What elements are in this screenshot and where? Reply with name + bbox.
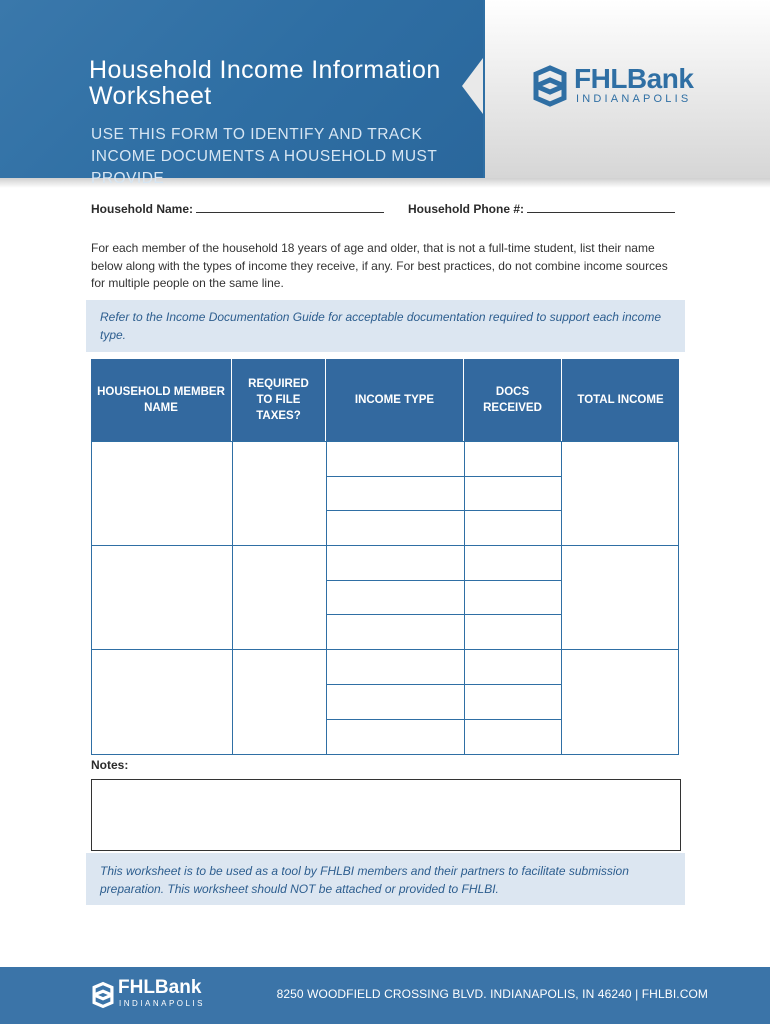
documentation-callout-text: Refer to the Income Documentation Guide for acceptable documentation required to support each income type. [100, 310, 661, 342]
household-name-label: Household Name: [91, 202, 194, 216]
fhlbank-logo [528, 62, 698, 110]
col-household-member: HOUSEHOLD MEMBER NAME [91, 359, 232, 441]
logo-name: FHLBank [574, 63, 694, 94]
docs-received-cell[interactable] [464, 614, 562, 650]
instructions-text: For each member of the household 18 years of age and older, that is not a full-time student, list their name below along with the types of income they receive, if any. For best practices, do not combine income sources for multiple people on the same line. [91, 241, 668, 290]
file-taxes-cell[interactable] [232, 649, 327, 755]
footer-logo-icon [90, 981, 116, 1009]
total-income-cell[interactable] [561, 545, 679, 650]
income-type-cell[interactable] [326, 510, 465, 546]
household-phone-input-line[interactable] [527, 201, 675, 213]
total-income-cell[interactable] [561, 649, 679, 755]
footer [0, 967, 770, 1024]
docs-received-cell[interactable] [464, 545, 562, 581]
disclaimer-callout-text: This worksheet is to be used as a tool by FHLBI members and their partners to facilitate submission preparation. This worksheet should NOT be attached or provided to FHLBI. [100, 864, 629, 896]
col-docs-received: DOCS RECEIVED [464, 359, 562, 441]
income-type-cell[interactable] [326, 441, 465, 477]
household-phone-label: Household Phone #: [408, 202, 525, 216]
page-title: Household Income Information Worksheet [89, 56, 441, 110]
docs-received-cell[interactable] [464, 510, 562, 546]
col-total-income: TOTAL INCOME [577, 394, 664, 406]
page-subtitle: USE THIS FORM TO IDENTIFY AND TRACK INCOME DOCUMENTS A HOUSEHOLD MUST PROVIDE [91, 126, 438, 187]
household-name-input-line[interactable] [196, 201, 384, 213]
notes-textarea[interactable] [91, 779, 681, 851]
income-type-cell[interactable] [326, 614, 465, 650]
footer-address: 8250 WOODFIELD CROSSING BLVD. INDIANAPOLIS, IN 46240 | FHLBI.COM [276, 987, 708, 1001]
income-type-cell[interactable] [326, 476, 465, 511]
docs-received-cell[interactable] [464, 580, 562, 615]
logo-subtext: INDIANAPOLIS [576, 93, 692, 105]
col-income-type: INCOME TYPE [326, 359, 464, 441]
docs-received-cell[interactable] [464, 476, 562, 511]
documentation-callout [86, 300, 685, 352]
income-type-cell[interactable] [326, 719, 465, 755]
income-type-cell[interactable] [326, 545, 465, 581]
docs-received-cell[interactable] [464, 441, 562, 477]
income-type-cell[interactable] [326, 580, 465, 615]
income-table-body [91, 441, 679, 755]
household-name-field[interactable] [91, 201, 384, 216]
docs-received-cell[interactable] [464, 719, 562, 755]
col-required-to-file-taxes: REQUIRED TO FILE TAXES? [232, 359, 326, 441]
income-type-cell[interactable] [326, 684, 465, 720]
income-type-cell[interactable] [326, 649, 465, 685]
footer-logo-name: FHLBank [118, 977, 202, 998]
member-name-cell[interactable] [91, 649, 233, 755]
docs-received-cell[interactable] [464, 684, 562, 720]
fhlbank-logo-icon [530, 64, 570, 108]
footer-logo-subtext: INDIANAPOLIS [119, 999, 206, 1008]
file-taxes-cell[interactable] [232, 441, 327, 546]
member-name-cell[interactable] [91, 545, 233, 650]
notes-label: Notes: [91, 758, 129, 772]
member-name-cell[interactable] [91, 441, 233, 546]
disclaimer-callout [86, 853, 685, 905]
file-taxes-cell[interactable] [232, 545, 327, 650]
income-table-header [91, 359, 679, 441]
docs-received-cell[interactable] [464, 649, 562, 685]
total-income-cell[interactable] [561, 441, 679, 546]
household-phone-field[interactable] [408, 201, 675, 216]
